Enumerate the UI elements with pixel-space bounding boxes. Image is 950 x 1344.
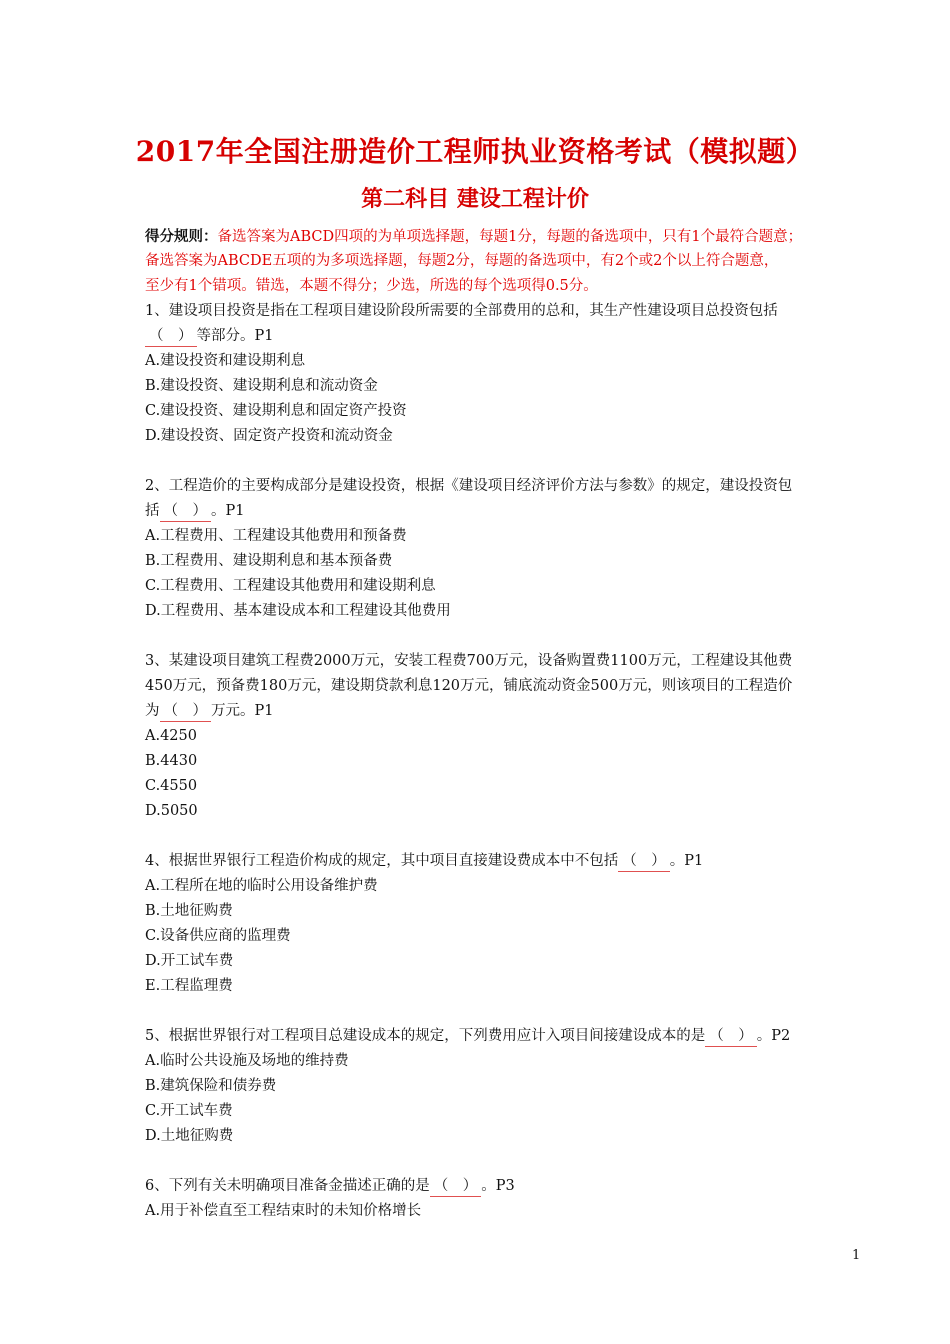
question-stem: 2、工程造价的主要构成部分是建设投资，根据《建设项目经济评价方法与参数》的规定，建设投资包 bbox=[145, 478, 793, 494]
question-5 bbox=[145, 1024, 870, 1149]
answer-blank[interactable]: （ ） bbox=[160, 701, 212, 722]
question-1 bbox=[145, 299, 870, 449]
question-6 bbox=[145, 1174, 870, 1224]
question-stem: 450万元，预备费180万元，建设期贷款利息120万元，铺底流动资金500万元，则该项目的工程造价 bbox=[145, 678, 793, 694]
document-title: 2017年全国注册造价工程师执业资格考试（模拟题） bbox=[135, 135, 815, 168]
option: B.土地征购费 bbox=[145, 903, 233, 919]
answer-blank[interactable]: （ ） bbox=[618, 851, 670, 872]
scoring-rules-text: 备选答案为ABCD四项的为单项选择题，每题1分，每题的备选项中，只有1个最符合题意； bbox=[217, 229, 803, 245]
option: C.建设投资、建设期利息和固定资产投资 bbox=[145, 403, 407, 419]
question-stem: 4、根据世界银行工程造价构成的规定，其中项目直接建设费成本中不包括 （ ） 。P1 bbox=[145, 849, 870, 874]
question-2 bbox=[145, 474, 870, 624]
scoring-rules-text: 备选答案为ABCDE五项的为多项选择题，每题2分，每题的备选项中，有2个或2个以上符合题意， bbox=[145, 253, 779, 269]
option: B.工程费用、建设期利息和基本预备费 bbox=[145, 553, 393, 569]
option: A.建设投资和建设期利息 bbox=[145, 353, 306, 369]
option: A.工程所在地的临时公用设备维护费 bbox=[145, 878, 378, 894]
question-stem: 5、根据世界银行对工程项目总建设成本的规定，下列费用应计入项目间接建设成本的是 （ ） 。P2 bbox=[145, 1024, 870, 1049]
document-body bbox=[145, 224, 870, 1224]
option: C.工程费用、工程建设其他费用和建设期利息 bbox=[145, 578, 436, 594]
option: C.设备供应商的监理费 bbox=[145, 928, 291, 944]
option: C.开工试车费 bbox=[145, 1103, 233, 1119]
answer-blank[interactable]: （ ） bbox=[705, 1026, 757, 1047]
option: D.开工试车费 bbox=[145, 953, 234, 969]
question-stem: （ ） 等部分。P1 bbox=[145, 324, 870, 349]
option: D.工程费用、基本建设成本和工程建设其他费用 bbox=[145, 603, 451, 619]
answer-blank[interactable]: （ ） bbox=[430, 1176, 482, 1197]
question-stem: 括 （ ） 。P1 bbox=[145, 499, 870, 524]
question-3 bbox=[145, 649, 870, 824]
question-stem: 1、建设项目投资是指在工程项目建设阶段所需要的全部费用的总和，其生产性建设项目总投资包括 bbox=[145, 303, 778, 319]
option: C.4550 bbox=[145, 778, 198, 794]
page-number: 1 bbox=[852, 1248, 861, 1263]
option: B.建设投资、建设期利息和流动资金 bbox=[145, 378, 378, 394]
option: D.土地征购费 bbox=[145, 1128, 234, 1144]
question-4 bbox=[145, 849, 870, 999]
option: A.临时公共设施及场地的维持费 bbox=[145, 1053, 349, 1069]
answer-blank[interactable]: （ ） bbox=[145, 326, 197, 347]
option: B.建筑保险和债券费 bbox=[145, 1078, 277, 1094]
option: A.4250 bbox=[145, 728, 197, 744]
option: D.5050 bbox=[145, 803, 198, 819]
scoring-rules-text: 至少有1个错项。错选，本题不得分；少选，所选的每个选项得0.5分。 bbox=[145, 278, 598, 294]
option: A.工程费用、工程建设其他费用和预备费 bbox=[145, 528, 407, 544]
option: E.工程监理费 bbox=[145, 978, 233, 994]
scoring-rules bbox=[145, 224, 870, 299]
document-subtitle: 第二科目 建设工程计价 bbox=[361, 186, 589, 212]
option: D.建设投资、固定资产投资和流动资金 bbox=[145, 428, 393, 444]
question-stem: 为 （ ） 万元。P1 bbox=[145, 699, 870, 724]
option: A.用于补偿直至工程结束时的未知价格增长 bbox=[145, 1203, 422, 1219]
option: B.4430 bbox=[145, 753, 198, 769]
question-stem: 6、下列有关未明确项目准备金描述正确的是 （ ） 。P3 bbox=[145, 1174, 870, 1199]
question-stem: 3、某建设项目建筑工程费2000万元，安装工程费700万元，设备购置费1100万元，工程建设其他费 bbox=[145, 653, 793, 669]
answer-blank[interactable]: （ ） bbox=[160, 501, 212, 522]
scoring-rules-label: 得分规则： bbox=[145, 228, 218, 245]
